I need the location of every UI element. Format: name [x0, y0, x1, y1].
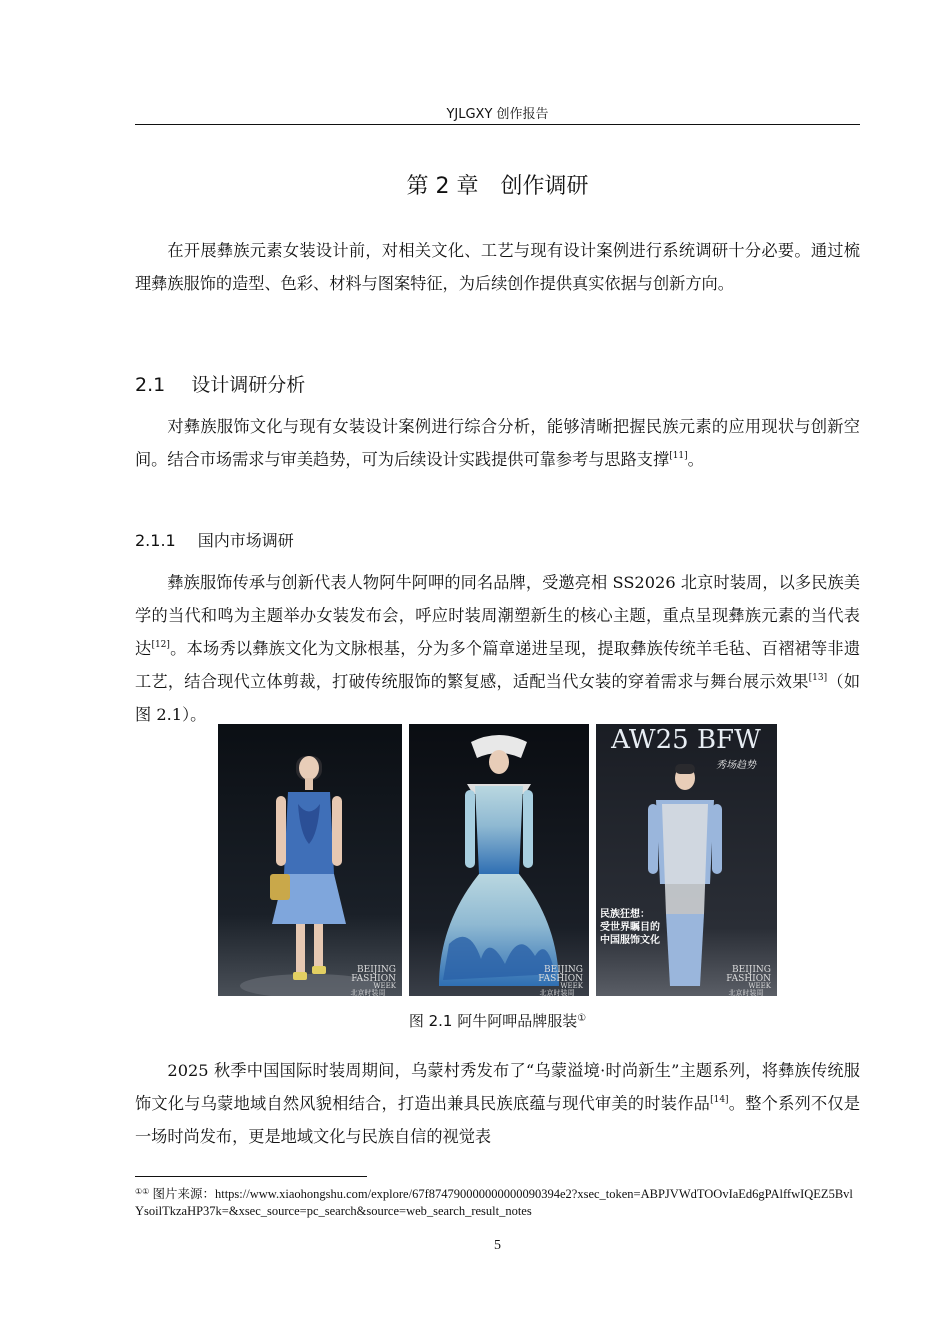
section-paragraph-text: 对彝族服饰文化与现有女装设计案例进行综合分析，能够清晰把握民族元素的应用现状与创新空间。结合市场需求与审美趋势，可为后续设计实践提供可靠参考与思路支撑 — [135, 417, 860, 469]
footnote — [135, 1186, 860, 1220]
watermark-cn: 北京时装周 — [350, 989, 386, 996]
subsection-title: 国内市场调研 — [197, 531, 294, 550]
market-paragraph-part2: 。本场秀以彝族文化为文脉根基，分为多个篇章递进呈现，提取彝族传统羊毛毡、百褶裙等非遗工艺，结合现代立体剪裁，打破传统服饰的繁复感，适配当代女装的穿着需求与舞台展示效果 — [135, 639, 861, 691]
watermark-cn-photo2: 北京时装周 — [539, 989, 575, 996]
running-header: YJLGXY 创作报告 — [446, 107, 549, 122]
citation-14[interactable]: [14] — [710, 1095, 729, 1105]
market-research-paragraph — [135, 566, 860, 731]
watermark-line1: BEIJING — [357, 965, 396, 975]
footnote-label: 图片来源： — [152, 1187, 215, 1201]
overlay-line2: 受世界瞩目的 — [600, 922, 660, 933]
footnote-marker[interactable]: ① — [577, 1013, 587, 1024]
market-paragraph-part3: （如图 2.1）。 — [135, 672, 861, 724]
paragraph-2025 — [135, 1054, 860, 1153]
section-paragraph-end: 。 — [687, 450, 704, 469]
overlay-line3: 中国服饰文化 — [600, 935, 660, 946]
paragraph-2025-end: 。整个系列不仅是一场时尚发布，更是地域文化与民族自信的视觉表 — [135, 1094, 861, 1146]
citation-13[interactable]: [13] — [808, 673, 828, 683]
runway-photo-2 — [409, 724, 589, 996]
chapter-number: 第 2 章 — [406, 174, 479, 199]
subsection-number: 2.1.1 — [135, 531, 176, 550]
figure-caption — [135, 1010, 860, 1032]
citation-11[interactable]: [11] — [669, 451, 688, 461]
watermark-line3: WEEK — [373, 982, 396, 990]
market-paragraph-part1: 彝族服饰传承与创新代表人物阿牛阿呷的同名品牌，受邀亮相 SS2026 北京时装周，以多民族美学的当代和鸣为主题举办女装发布会，呼应时装周潮塑新生的核心主题，重点呈现彝族元素的当代表达 — [135, 573, 860, 658]
header-rule — [135, 124, 860, 125]
subsection-heading — [135, 529, 294, 553]
watermark-line2-photo3: FASHION — [726, 974, 771, 984]
chapter-title-text: 创作调研 — [500, 174, 589, 199]
figure-caption-text: 图 2.1 阿牛阿呷品牌服装 — [408, 1012, 578, 1030]
watermark-line3-photo3: WEEK — [748, 982, 771, 990]
citation-12[interactable]: [12] — [151, 640, 170, 650]
watermark-line2: FASHION — [351, 974, 396, 984]
intro-paragraph: 在开展彝族元素女装设计前，对相关文化、工艺与现有设计案例进行系统调研十分必要。通过梳理彝族服饰的造型、色彩、材料与图案特征，为后续创作提供真实依据与创新方向。 — [135, 241, 860, 293]
paragraph-2025-text: 2025 秋季中国国际时装周期间，乌蒙村秀发布了“乌蒙溢境·时尚新生”主题系列，将彝族传统服饰文化与乌蒙地域自然风貌相结合，打造出兼具民族底蕴与现代审美的时装作品 — [135, 1061, 860, 1113]
runway-photo-1 — [218, 724, 402, 996]
banner-subtitle: 秀场趋势 — [716, 760, 756, 771]
watermark-line1-photo3: BEIJING — [732, 965, 771, 975]
watermark-line3-photo2: WEEK — [560, 982, 583, 990]
section-title: 设计调研分析 — [191, 374, 306, 396]
footnote-mark: ①① — [135, 1187, 150, 1196]
section-number: 2.1 — [135, 374, 166, 396]
page-number: 5 — [494, 1238, 501, 1253]
section-heading — [135, 371, 305, 399]
runway-photo-3 — [596, 724, 777, 996]
watermark-cn-photo3: 北京时装周 — [728, 989, 764, 996]
watermark-line2-photo2: FASHION — [538, 974, 583, 984]
watermark-line1-photo2: BEIJING — [544, 965, 583, 975]
chapter-title — [135, 172, 860, 202]
footnote-rule — [135, 1176, 367, 1177]
footnote-url[interactable]: https://www.xiaohongshu.com/explore/67f874790000000000090394e2?xsec_token=ABPJVWdTOOvIaEd6gPAlffwIQEZ5BvlYsoilTkzaHP37k=&xsec_source=pc_search&source=web_search_result_notes — [135, 1187, 853, 1218]
overlay-line1: 民族狂想： — [600, 909, 650, 920]
section-paragraph — [135, 410, 860, 476]
banner-aw25-bfw: AW25 BFW — [611, 725, 761, 755]
